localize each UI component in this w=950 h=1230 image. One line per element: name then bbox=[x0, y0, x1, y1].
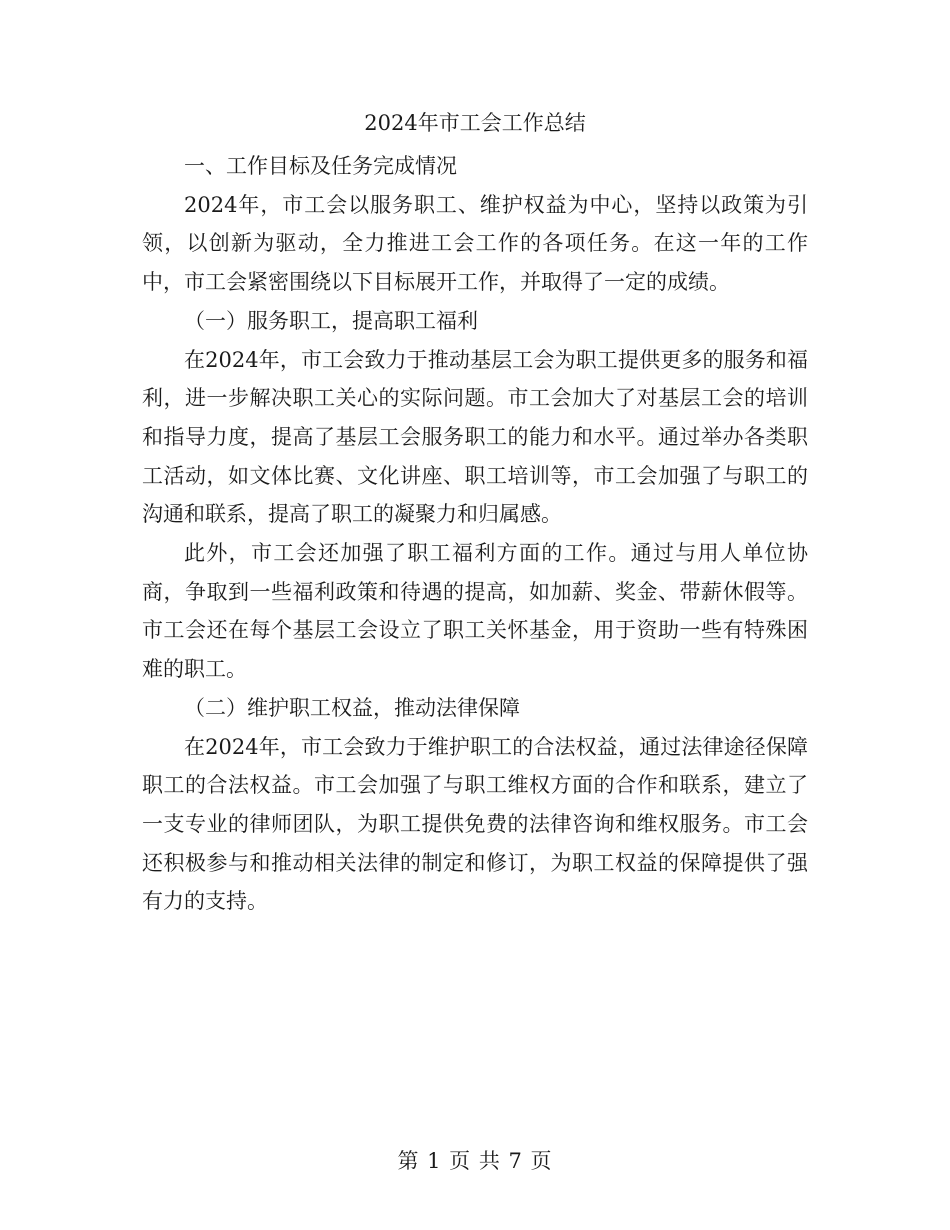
body-paragraph: 2024年，市工会以服务职工、维护权益为中心，坚持以政策为引领，以创新为驱动，全力推进工会工作的各项任务。在这一年的工作中，市工会紧密围绕以下目标展开工作，并取得了一定的成绩。 bbox=[142, 192, 808, 295]
body-paragraph: 此外，市工会还加强了职工福利方面的工作。通过与用人单位协商，争取到一些福利政策和待遇的提高，如加薪、奖金、带薪休假等。市工会还在每个基层工会设立了职工关怀基金，用于资助一些有特殊困难的职工。 bbox=[142, 541, 808, 682]
page-number-footer: 第 1 页 共 7 页 bbox=[397, 1149, 553, 1173]
section-heading: 一、工作目标及任务完成情况 bbox=[184, 154, 457, 178]
subsection-heading: （一）服务职工，提高职工福利 bbox=[184, 308, 478, 333]
body-paragraph: 在2024年，市工会致力于维护职工的合法权益，通过法律途径保障职工的合法权益。市工会加强了与职工维权方面的合作和联系，建立了一支专业的律师团队，为职工提供免费的法律咨询和维权服务。市工会还积极参与和推动相关法律的制定和修订，为职工权益的保障提供了强有力的支持。 bbox=[142, 734, 808, 914]
body-paragraph: 在2024年，市工会致力于推动基层工会为职工提供更多的服务和福利，进一步解决职工关心的实际问题。市工会加大了对基层工会的培训和指导力度，提高了基层工会服务职工的能力和水平。通过举办各类职工活动，如文体比赛、文化讲座、职工培训等，市工会加强了与职工的沟通和联系，提高了职工的凝聚力和归属感。 bbox=[142, 347, 808, 527]
document-body bbox=[142, 147, 808, 921]
subsection-heading: （二）维护职工权益，推动法律保障 bbox=[184, 695, 520, 720]
document-title: 2024年市工会工作总结 bbox=[364, 111, 586, 135]
